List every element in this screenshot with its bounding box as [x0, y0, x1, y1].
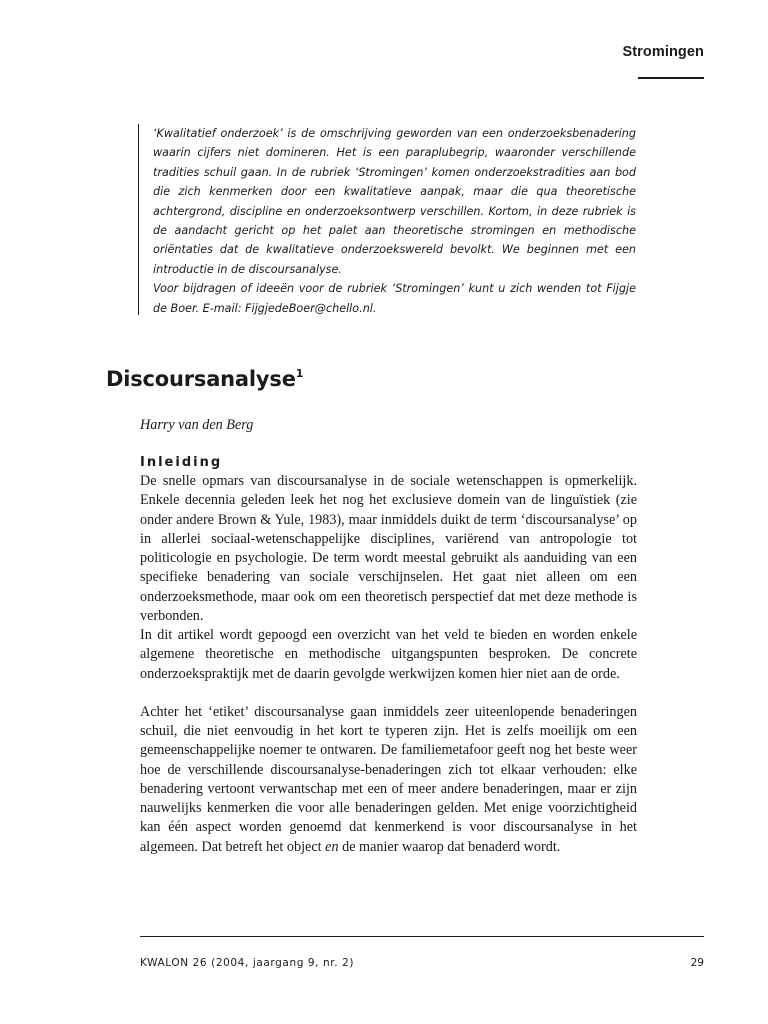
body-paragraph: De snelle opmars van discoursanalyse in de sociale wetenschappen is opmerkelijk. Enkele decennia geleden leek het nog het exclusieve domein van de linguïstiek (zie onder andere Brown & Yule, 1983), maar inmiddels duikt de term ‘discoursanalyse’ op in allerlei sociaal-wetenschappelijke disciplines, variërend van antropologie tot politicologie en psychologie. De term wordt meestal gebruikt als aanduiding van een specifieke benadering van sociale verschijnselen. Het gaat niet alleen om een onderzoeksmethode, maar ook om een theoretisch perspectief dat met deze methode is verbonden.: [140, 473, 637, 624]
footer-rule: [140, 936, 704, 937]
intro-text: [153, 124, 636, 318]
article-author: Harry van den Berg: [140, 417, 254, 433]
intro-paragraph: ‘Kwalitatief onderzoek’ is de omschrijving geworden van een onderzoeksbenadering waarin cijfers niet domineren. Het is een paraplubegrip, waaronder verschillende tradities schuil gaan. In de rubriek ‘Stromingen’ komen onderzoekstradities aan bod die zich kenmerken door een kwalitatieve aanpak, maar die qua theoretische achtergrond, discipline en onderzoeksontwerp verschillen. Kortom, in deze rubriek is de aandacht gericht op het palet aan theoretische stromingen en methodische oriëntaties dat de kwalitatieve onderzoekswereld bevolkt. We beginnen met een introductie in de discoursanalyse.: [153, 127, 636, 276]
body-text-run: Achter het ‘etiket’ discoursanalyse gaan inmiddels zeer uiteenlopende benaderingen schuil, die niet eenvoudig in het kort te typeren zijn. Het is zelfs moeilijk om een gemeenschappelijke noemer te ontwaren. De familiemetafoor geeft nog het beste weer hoe de verschillende discoursanalyse-benaderingen zich tot elkaar verhouden: elke benadering vertoont verwantschap met een of meer andere benaderingen, maar er zijn nauwelijks kenmerken die voor alle benaderingen gelden. Met enige voorzichtigheid kan één aspect worden genoemd dat kenmerkend is voor discoursanalyse in het algemeen. Dat betreft het object: [140, 703, 637, 855]
intro-contact-paragraph: Voor bijdragen of ideeën voor de rubriek ‘Stromingen’ kunt u zich wenden tot Fijgje de Boer. E-mail: FijgjedeBoer@chello.nl.: [153, 282, 636, 315]
section-rule: [638, 77, 704, 79]
footer-journal: KWALON 26 (2004, jaargang 9, nr. 2): [140, 957, 355, 969]
body-paragraph: In dit artikel wordt gepoogd een overzicht van het veld te bieden en worden enkele algemene theoretische en methodische uitgangspunten besproken. De concrete onderzoekspraktijk met de daarin gevolgde werkwijzen komen hier niet aan de orde.: [140, 627, 637, 682]
article-title-text: Discoursanalyse: [106, 367, 296, 391]
article-title: [106, 367, 303, 391]
body-text-run: de manier waarop dat benaderd wordt.: [342, 838, 561, 855]
body-paragraph: [140, 703, 637, 857]
body-emphasis: en: [325, 838, 339, 855]
footnote-mark[interactable]: 1: [295, 367, 304, 380]
article-body: [140, 472, 637, 857]
section-label: Stromingen: [622, 44, 704, 60]
page-number: 29: [690, 957, 704, 969]
section-heading: Inleiding: [140, 455, 223, 470]
